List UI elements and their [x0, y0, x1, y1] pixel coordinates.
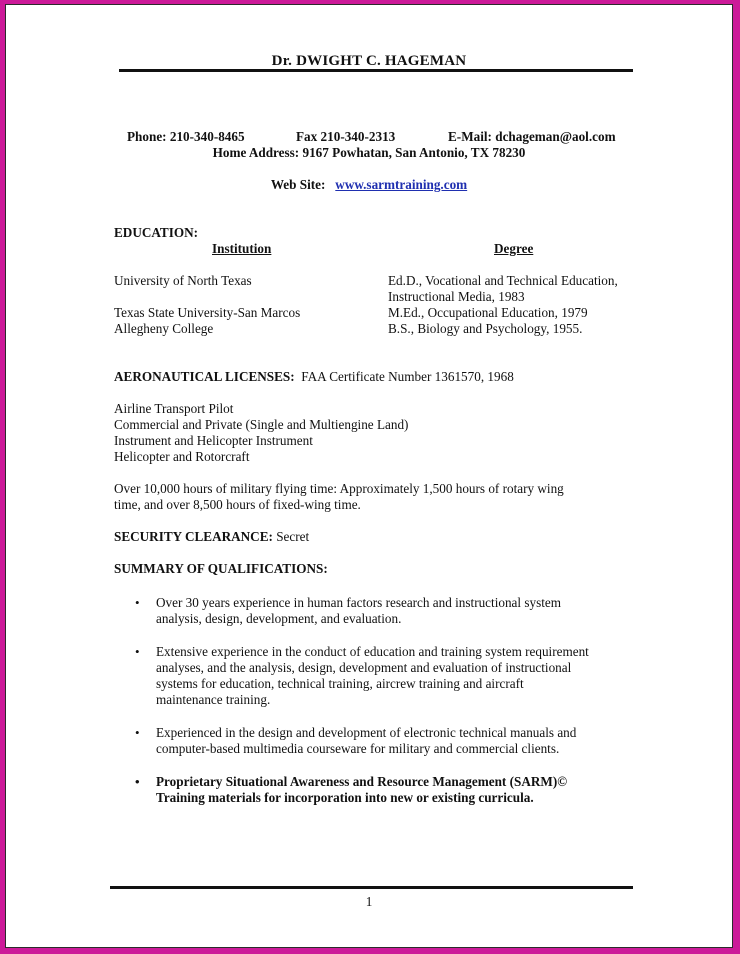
website-line — [6, 177, 732, 193]
licenses-line — [114, 369, 514, 385]
page-title: Dr. DWIGHT C. HAGEMAN — [271, 53, 467, 69]
bullet-icon: • — [135, 644, 140, 659]
qualification-item: Over 30 years experience in human factors research and instructional system analysis, design, development, and evaluation. — [156, 595, 561, 626]
qualification-item: Experienced in the design and development of electronic technical manuals and computer-based multimedia courseware for military and commercial clients. — [156, 725, 577, 756]
education-institution: Allegheny College — [114, 321, 214, 336]
flying-time-text: time, and over 8,500 hours of fixed-wing time. — [114, 497, 361, 512]
license-item: Airline Transport Pilot — [114, 401, 234, 416]
website-link[interactable]: www.sarmtraining.com — [335, 177, 468, 192]
page-number: 1 — [365, 894, 373, 909]
institution-column-header: Institution — [212, 241, 272, 256]
education-degree: M.Ed., Occupational Education, 1979 — [388, 305, 588, 320]
education-degree: Ed.D., Vocational and Technical Education, — [388, 273, 618, 288]
license-item: Commercial and Private (Single and Multiengine Land) — [114, 417, 409, 432]
education-institution: University of North Texas — [114, 273, 252, 288]
home-address: Home Address: 9167 Powhatan, San Antonio, TX 78230 — [212, 145, 526, 160]
education-degree: Instructional Media, 1983 — [388, 289, 525, 304]
footer-divider — [110, 886, 633, 889]
education-degree: B.S., Biology and Psychology, 1955. — [388, 321, 583, 336]
website-label: Web Site: — [270, 177, 326, 192]
clearance-value: Secret — [276, 529, 310, 544]
bullet-icon: • — [135, 774, 140, 789]
qualification-item: Proprietary Situational Awareness and Resource Management (SARM)© Training materials for incorporation into new or existing curricula. — [156, 774, 568, 805]
clearance-line — [114, 529, 309, 545]
bullet-icon: • — [135, 725, 140, 740]
document-page — [5, 4, 733, 948]
flying-time-text: Over 10,000 hours of military flying time: Approximately 1,500 hours of rotary wing — [114, 481, 564, 496]
header-divider — [119, 69, 633, 72]
summary-heading: SUMMARY OF QUALIFICATIONS: — [114, 561, 328, 576]
licenses-heading: AERONAUTICAL LICENSES: — [114, 369, 295, 384]
license-item: Instrument and Helicopter Instrument — [114, 433, 313, 448]
education-institution: Texas State University-San Marcos — [114, 305, 301, 320]
license-item: Helicopter and Rotorcraft — [114, 449, 250, 464]
email-text: E-Mail: dchageman@aol.com — [448, 129, 616, 144]
faa-certificate: FAA Certificate Number 1361570, 1968 — [301, 369, 514, 384]
fax-text: Fax 210-340-2313 — [296, 129, 396, 144]
qualification-item: Extensive experience in the conduct of education and training system requirement analyses, and the analysis, design, development and evaluation of instructional systems for education, technical training, aircrew training and aircraft maintenance training. — [156, 644, 589, 707]
clearance-heading: SECURITY CLEARANCE: — [114, 529, 273, 544]
phone-text: Phone: 210-340-8465 — [127, 129, 245, 144]
education-heading: EDUCATION: — [114, 225, 199, 240]
bullet-icon: • — [135, 595, 140, 610]
degree-column-header: Degree — [494, 241, 534, 256]
